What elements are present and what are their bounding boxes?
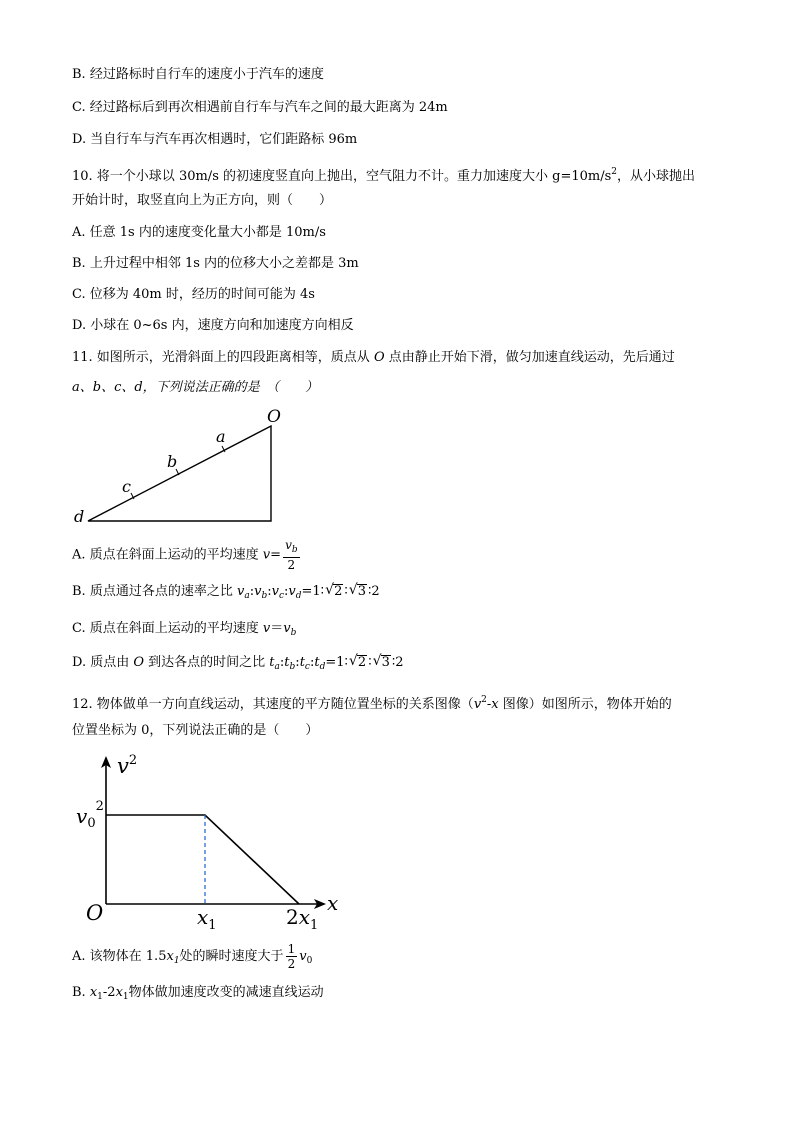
q11-stem-text-b: 点由静止开始下滑，做匀加速直线运动，先后通过 xyxy=(384,350,675,365)
label-O: O xyxy=(267,407,281,427)
q10-stem-text-b: ，从小球抛出 xyxy=(617,169,696,184)
q11-option-a-fraction xyxy=(283,538,300,572)
q12-stem-x: -x xyxy=(486,697,499,712)
v0-squared-label: $v_0^2$ xyxy=(76,799,104,831)
q12-stem-text-b: 图像）如图所示，物体开始的 xyxy=(498,697,672,712)
q12-option-b-dash: -2 xyxy=(102,985,116,1000)
q11-option-b-s1: a xyxy=(244,591,250,601)
q12-stem-text-a: 12. 物体做单一方向直线运动，其速度的平方随位置坐标的关系图像（ xyxy=(72,697,474,712)
label-d: d xyxy=(74,507,85,526)
q11-option-a-v: v xyxy=(262,547,271,563)
q11-option-d-t1: t xyxy=(269,655,275,670)
q12-stem-line2: 位置坐标为 0，下列说法正确的是（ ） xyxy=(72,723,319,738)
q12-option-b-x1-sub: 1 xyxy=(97,992,103,1002)
q11-option-a-den: 2 xyxy=(287,558,296,572)
q10-stem-sup: 2 xyxy=(611,167,617,177)
q11-option-c xyxy=(72,619,296,643)
q11-option-b-text: B. 质点通过各点的速率之比 xyxy=(72,584,237,599)
q11-option-d-s1: a xyxy=(274,662,280,672)
q11-option-b-sep: ∶ xyxy=(344,584,348,599)
q12-option-a-fraction xyxy=(286,942,298,971)
q11-option-a-eq: = xyxy=(270,547,282,563)
q11-option-b-v1: v xyxy=(236,584,245,599)
q11-option-d-r3: 3 xyxy=(381,655,390,670)
q11-option-b-v4: v xyxy=(288,584,296,599)
q12-option-a xyxy=(72,942,312,975)
q12-option-a-x: x xyxy=(166,949,174,964)
q9-option-d: D. 当自行车与汽车再次相遇时，它们距路标 96m xyxy=(72,132,358,147)
sqrt2-symbol: √ 2 xyxy=(325,582,343,599)
q11-option-b: B. 质点通过各点的速率之比 $v_a:v_b:v_c:v_d=1∶$ √ 2 ∶ √ 3 ∶2 xyxy=(72,582,380,601)
q11-option-c-text: C. 质点在斜面上运动的平均速度 xyxy=(72,621,263,636)
q11-option-b-eq: =1∶ xyxy=(301,584,325,599)
q9-option-c: C. 经过路标后到再次相遇前自行车与汽车之间的最大距离为 24m xyxy=(72,100,448,115)
q11-option-d-t2: t xyxy=(284,655,290,670)
q11-option-c-eq: ＝ xyxy=(270,621,284,636)
q11-option-d-r2: 2 xyxy=(357,655,367,670)
q12-option-a-num: 1 xyxy=(287,942,296,956)
sqrt2-symbol-d: √ 2 xyxy=(348,653,367,670)
q11-option-c-vb: v xyxy=(283,621,291,636)
q12-option-b-x2-sub: 1 xyxy=(122,992,129,1002)
q11-option-b-v2: v xyxy=(254,584,262,599)
q11-option-b-s2: b xyxy=(261,591,268,601)
q12-option-b-a: B. xyxy=(72,985,90,1000)
q10-option-d: D. 小球在 0~6s 内，速度方向和加速度方向相反 xyxy=(72,318,354,333)
q11-stem-text-a: 11. 如图所示，光滑斜面上的四段距离相等，质点从 xyxy=(72,350,374,365)
origin-label: O xyxy=(86,901,104,925)
label-a: a xyxy=(216,427,226,446)
q11-option-d-text: D. 质点由 xyxy=(72,655,134,670)
q10-stem-text-a: 10. 将一个小球以 30m/s 的初速度竖直向上抛出，空气阻力不计。重力加速度大小 g=10m/s xyxy=(72,169,612,184)
x1-label: $x_1$ xyxy=(197,905,217,933)
q9-option-b: B. 经过路标时自行车的速度小于汽车的速度 xyxy=(72,67,324,82)
q12-option-a-den: 2 xyxy=(287,957,296,971)
q11-option-d-eq: =1∶ xyxy=(325,655,348,670)
q11-option-d-s3: c xyxy=(304,662,310,672)
q12-option-a-text: A. 该物体在 1.5 xyxy=(72,949,167,964)
label-b: b xyxy=(167,452,178,471)
q11-option-d-sep: ∶ xyxy=(368,655,372,670)
q12-option-a-mid: 处的瞬时速度大于 xyxy=(179,949,284,964)
y-axis-label: $v^2$ xyxy=(117,753,138,778)
q11-stem-line1 xyxy=(72,348,675,368)
q11-option-d-t3: t xyxy=(299,655,305,670)
q10-option-c: C. 位移为 40m 时，经历的时间可能为 4s xyxy=(72,287,315,302)
q12-stem-v: v xyxy=(473,697,482,712)
q12-option-b-x1: x xyxy=(89,985,98,1000)
q12-option-a-v: v xyxy=(299,949,307,964)
incline-triangle xyxy=(88,426,271,521)
q10-option-a: A. 任意 1s 内的速度变化量大小都是 10m/s xyxy=(72,225,326,240)
q11-option-b-s3: c xyxy=(278,591,284,601)
q11-option-b-r2: 2 xyxy=(334,584,343,599)
q11-option-a-num: v xyxy=(285,538,292,552)
v2-curve xyxy=(106,815,299,904)
q12-stem-sup: 2 xyxy=(481,695,487,705)
q10-stem-line1 xyxy=(72,162,695,187)
q11-option-a-text: A. 质点在斜面上运动的平均速度 xyxy=(72,547,263,563)
incline-figure xyxy=(70,400,290,530)
q12-option-b-x2: x xyxy=(115,985,123,1000)
v2-x-graph xyxy=(70,752,350,937)
q11-option-d-O: O xyxy=(133,655,145,670)
q11-option-b-v3: v xyxy=(271,584,279,599)
x-axis-label: x xyxy=(327,891,339,915)
sqrt3-symbol-d: √ 3 xyxy=(372,653,390,670)
q11-option-b-s4: d xyxy=(295,591,302,601)
q12-option-a-v-sub: 0 xyxy=(306,956,313,966)
q11-option-d-t4: t xyxy=(314,655,320,670)
q11-option-d-s4: d xyxy=(319,662,326,672)
q10-stem-line2: 开始计时，取竖直向上为正方向，则（ ） xyxy=(72,193,333,208)
q12-option-b xyxy=(72,983,324,1007)
q11-option-b-end: ∶2 xyxy=(368,584,380,599)
q12-option-a-x-sub: 1 xyxy=(173,956,180,966)
q12-option-b-rest: 物体做加速度改变的减速直线运动 xyxy=(128,985,324,1000)
q11-option-c-v: v xyxy=(262,621,271,636)
q11-option-a-num-sub: b xyxy=(291,545,298,555)
q11-option-d: D. 质点由 O 到达各点的时间之比 $t_a:t_b:t_c:t_d=1∶$ √ 2 ∶ √ 3 ∶2 xyxy=(72,653,404,672)
q11-option-a xyxy=(72,538,302,572)
q11-option-d-end: ∶2 xyxy=(391,655,404,670)
q11-option-b-r3: 3 xyxy=(357,584,367,599)
q11-stem-O: O xyxy=(373,350,385,365)
q12-stem-line1 xyxy=(72,690,672,715)
label-c: c xyxy=(122,477,131,496)
two-x1-label: $2x_1$ xyxy=(286,905,319,933)
sqrt3-symbol: √ 3 xyxy=(348,582,367,599)
q11-option-d-mid: 到达各点的时间之比 xyxy=(144,655,270,670)
q10-option-b: B. 上升过程中相邻 1s 内的位移大小之差都是 3m xyxy=(72,256,359,271)
q11-stem-line2: a、b、c、d，下列说法正确的是 （ ） xyxy=(72,380,319,395)
q11-option-c-vb-sub: b xyxy=(290,628,297,638)
q11-option-d-s2: b xyxy=(289,662,296,672)
